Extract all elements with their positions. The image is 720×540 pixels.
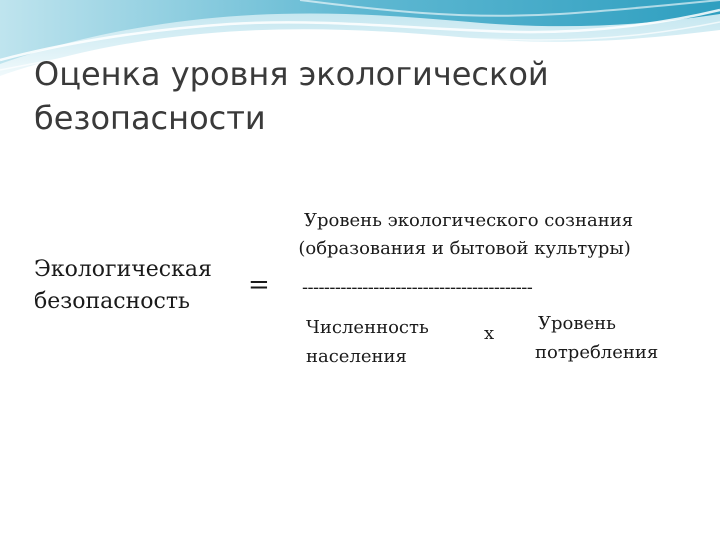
- title-line: Оценка уровня экологической: [34, 55, 549, 93]
- equals-sign: =: [248, 270, 270, 300]
- factor-line: Уровень: [538, 313, 616, 334]
- fraction-divider: ------------------------------------------: [302, 277, 533, 298]
- factor-line: потребления: [535, 342, 659, 363]
- denominator-factor-consumption: [535, 309, 658, 367]
- factor-line: населения: [306, 346, 407, 367]
- slide-title: [34, 52, 674, 140]
- formula-lhs: [34, 254, 212, 318]
- formula-numerator: [298, 207, 634, 263]
- multiply-sign: х: [484, 323, 495, 344]
- factor-line: Численность: [306, 317, 429, 338]
- denominator-factor-population: [306, 313, 429, 371]
- lhs-line: Экологическая: [34, 257, 212, 282]
- title-line: безопасности: [34, 99, 266, 137]
- numerator-line: Уровень экологического сознания: [304, 210, 634, 231]
- numerator-line: (образования и бытовой культуры): [298, 238, 631, 259]
- lhs-line: безопасность: [34, 289, 190, 314]
